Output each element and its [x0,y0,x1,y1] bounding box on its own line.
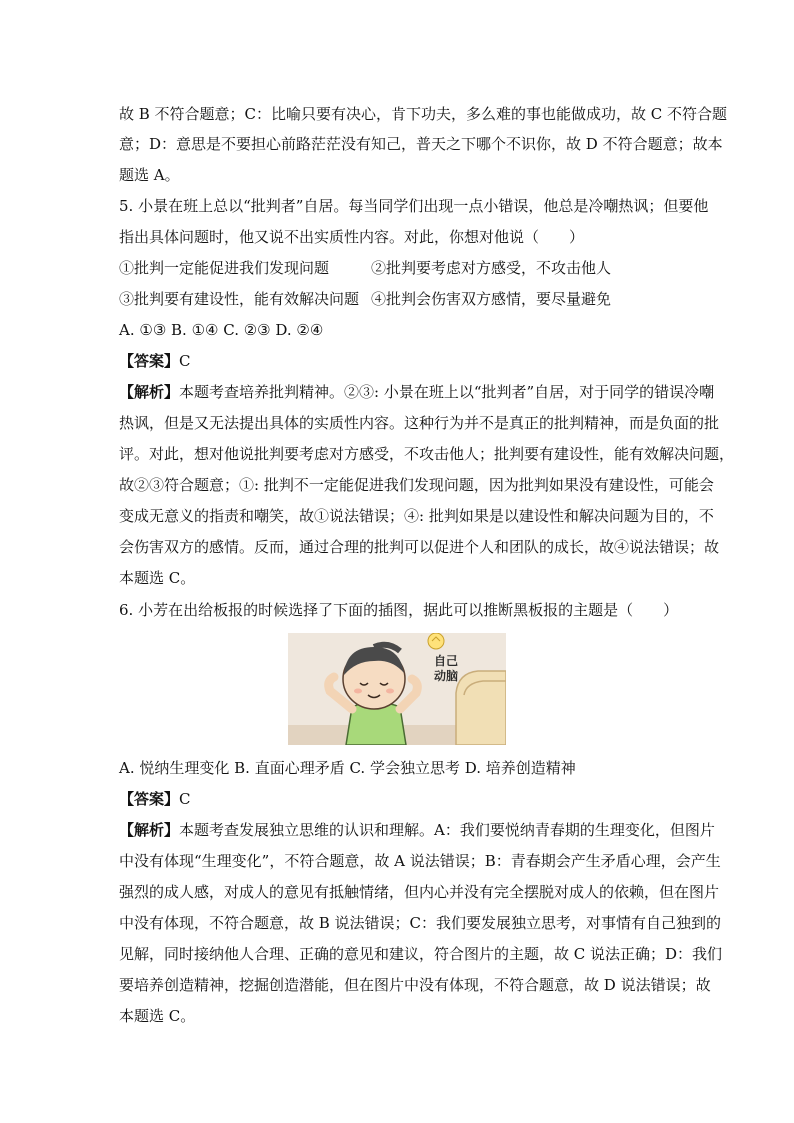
analysis-text: 本题选 C。 [119,1007,196,1025]
answer-label: 【答案】 [119,790,180,808]
option-2: ②批判要考虑对方感受，不攻击他人 [371,259,612,277]
illustration-label: 动脑 [434,669,459,683]
analysis-text: 本题考查发展独立思维的认识和理解。A：我们要悦纳青春期的生理变化，但图片 [179,821,715,839]
question-5-analysis [119,382,715,402]
analysis-label: 【解析】 [119,821,180,839]
text-line: 意；D：意思是不要担心前路茫茫没有知己，普天之下哪个不识你，故 D 不符合题意；故本 [119,135,723,153]
text-line: 故 B 不符合题意；C：比喻只要有决心，肯下功夫，多么难的事也能做成功，故 C 不符合题 [119,105,728,123]
question-6-answer [119,789,679,809]
boy-thinking-illustration [288,633,506,745]
option-4: ④批判会伤害双方感情，要尽量避免 [371,290,612,308]
option-1: ①批判一定能促进我们发现问题 [119,259,330,277]
analysis-text: 变成无意义的指责和嘲笑，故①说法错误；④: 批判如果是以建设性和解决问题为目的，不 [119,507,714,525]
analysis-label: 【解析】 [119,383,180,401]
question-6-stem: 6. 小芳在出给板报的时候选择了下面的插图，据此可以推断黑板报的主题是（ ） [119,601,679,619]
analysis-text: 中没有体现“生理变化”，不符合题意，故 A 说法错误；B：青春期会产生矛盾心理，会产生 [119,852,721,870]
question-5-answer [119,351,679,371]
question-6-choices: A. 悦纳生理变化 B. 直面心理矛盾 C. 学会独立思考 D. 培养创造精神 [119,759,576,777]
analysis-text: 会伤害双方的感情。反而，通过合理的批判可以促进个人和团队的成长，故④说法错误；故 [119,538,720,556]
answer-value: C [179,790,191,808]
analysis-text: 见解，同时接纳他人合理、正确的意见和建议，符合图片的主题，故 C 说法正确；D：我们 [119,945,723,963]
analysis-text: 评。对此，想对他说批判要考虑对方感受，不攻击他人；批判要有建设性，能有效解决问题， [119,445,735,463]
question-6-analysis [119,820,715,840]
analysis-text: 要培养创造精神，挖掘创造潜能，但在图片中没有体现，不符合题意，故 D 说法错误；故 [119,976,711,994]
answer-value: C [179,352,191,370]
question-5-stem: 指出具体问题时，他又说不出实质性内容。对此，你想对他说（ ） [119,228,585,246]
analysis-text: 本题考查培养批判精神。②③: 小景在班上以“批判者”自居，对于同学的错误冷嘲 [179,383,715,401]
analysis-text: 故②③符合题意；①: 批判不一定能促进我们发现问题，因为批判如果没有建设性，可能会 [119,476,714,494]
text-line: 题选 A。 [119,166,180,184]
illustration-label: 自己 [434,654,459,668]
analysis-text: 中没有体现，不符合题意，故 B 说法错误；C：我们要发展独立思考，对事情有自己独到的 [119,914,722,932]
question-5-stem: 5. 小景在班上总以“批判者”自居。每当同学们出现一点小错误，他总是冷嘲热讽；但要他 [119,197,709,215]
analysis-text: 热讽，但是又无法提出具体的实质性内容。这种行为并不是真正的批判精神，而是负面的批 [119,414,720,432]
question-5-choices: A. ①③ B. ①④ C. ②③ D. ②④ [119,321,324,339]
answer-label: 【答案】 [119,352,180,370]
option-3: ③批判要有建设性，能有效解决问题 [119,290,360,308]
analysis-text: 本题选 C。 [119,569,196,587]
analysis-text: 强烈的成人感，对成人的意见有抵触情绪，但内心并没有完全摆脱对成人的依赖，但在图片 [119,883,720,901]
